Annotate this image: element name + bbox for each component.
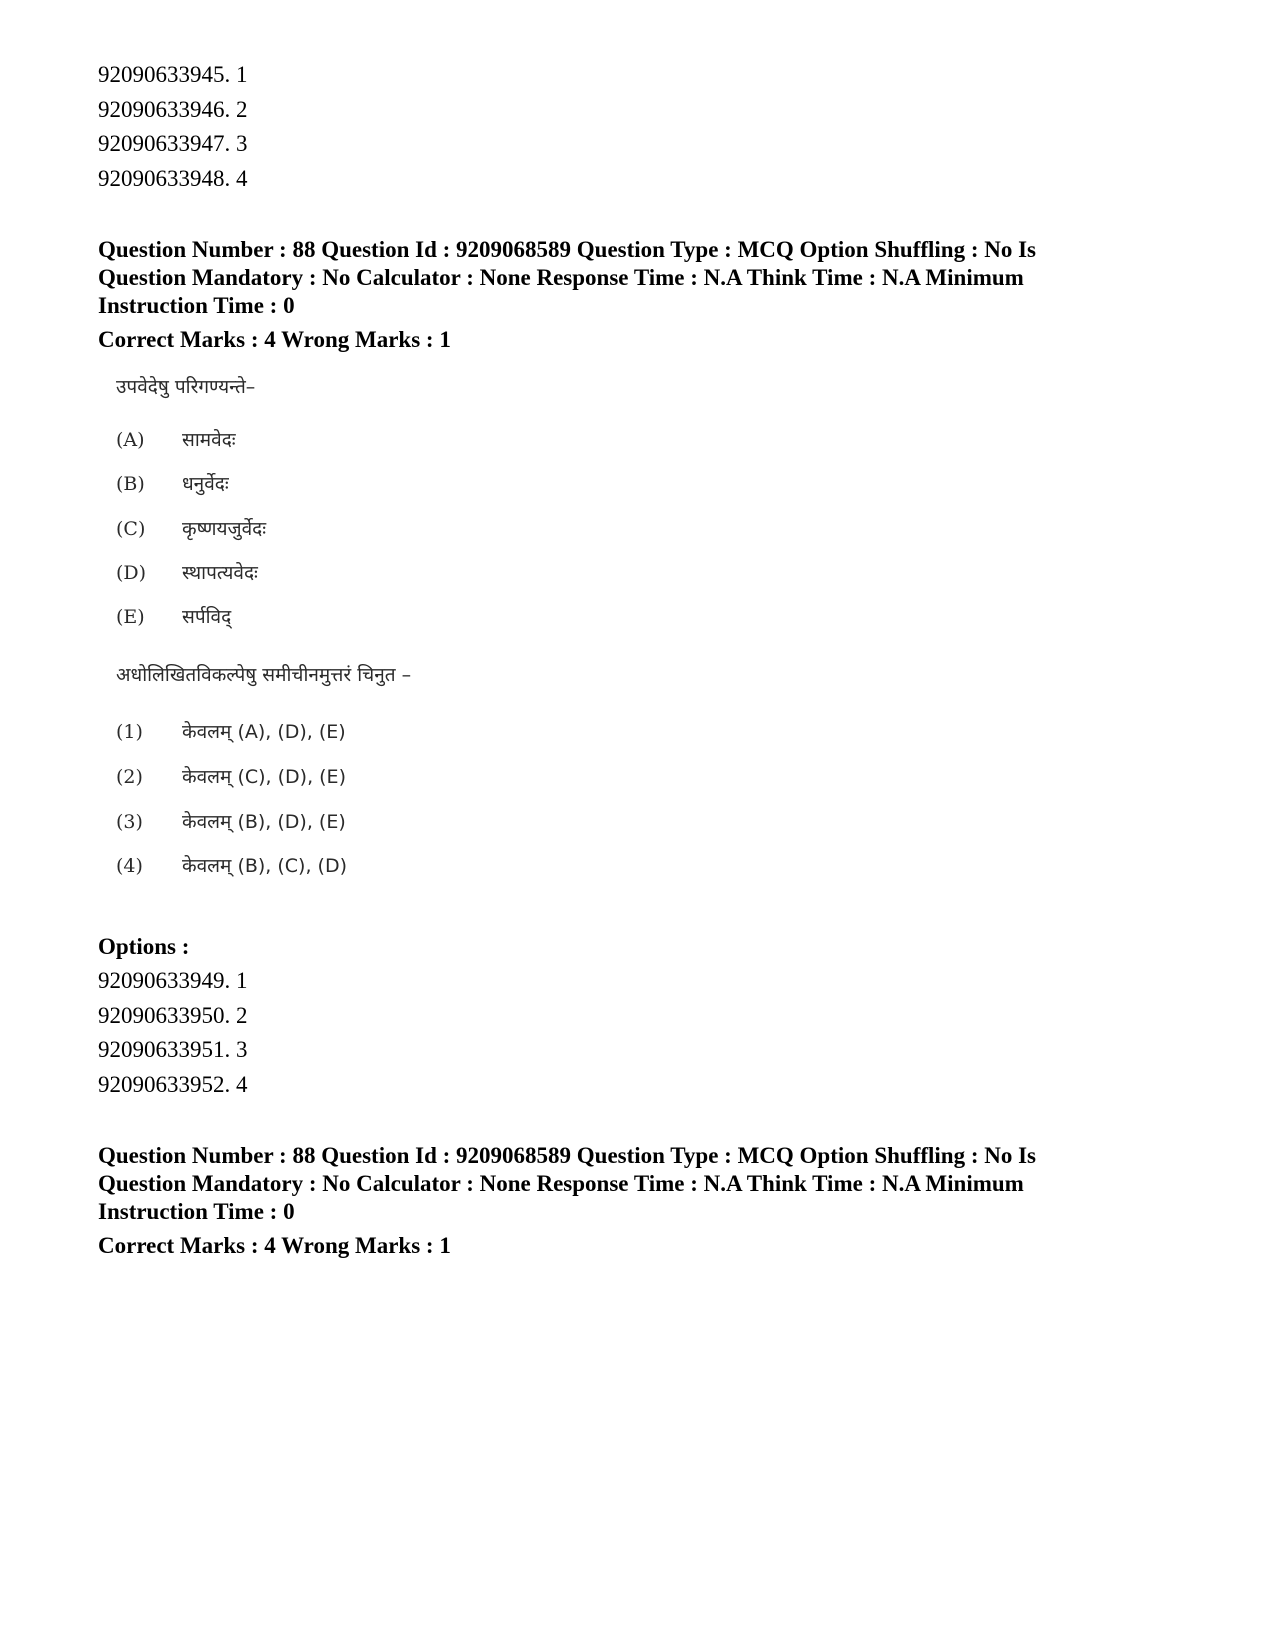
statement-text: स्थापत्यवेदः: [182, 562, 258, 584]
question-meta-line: Question Number : 88 Question Id : 9209068589 Question Type : MCQ Option Shuffling : No Is: [98, 1143, 1037, 1168]
question-meta-line: Question Number : 88 Question Id : 9209068589 Question Type : MCQ Option Shuffling : No Is: [98, 237, 1037, 262]
choice-item: [116, 718, 346, 746]
choice-item: [116, 852, 347, 880]
previous-options-list: [98, 58, 1188, 196]
spacer: [98, 1102, 1188, 1142]
choice-text: केवलम् (A), (D), (E): [182, 721, 346, 743]
choice-label: (2): [116, 766, 143, 788]
spacer: [98, 196, 1188, 236]
option-line: 92090633951. 3: [98, 1037, 248, 1062]
statement-item: [116, 426, 236, 454]
statement-label: (D): [116, 562, 147, 584]
options-heading: Options :: [98, 934, 190, 959]
option-line: 92090633949. 1: [98, 968, 248, 993]
question-meta-line: Instruction Time : 0: [98, 1199, 295, 1224]
choice-text: केवलम् (B), (C), (D): [182, 855, 348, 877]
question-meta-line: Instruction Time : 0: [98, 293, 295, 318]
question-meta: [98, 236, 1188, 320]
choice-item: [116, 763, 346, 791]
statement-label: (C): [116, 518, 146, 540]
question-marks: Correct Marks : 4 Wrong Marks : 1: [98, 327, 451, 352]
question-meta-line: Question Mandatory : No Calculator : None Response Time : N.A Think Time : N.A Minimum: [98, 265, 1024, 290]
question-instruction: अधोलिखितविकल्पेषु समीचीनमुत्तरं चिनुत –: [116, 664, 412, 686]
statement-text: सामवेदः: [182, 429, 236, 451]
choice-item: [116, 808, 346, 836]
option-line: 92090633946. 2: [98, 96, 248, 122]
choice-text: केवलम् (B), (D), (E): [182, 811, 346, 833]
question-block: [98, 236, 1188, 1102]
statement-text: धनुर्वेदः: [182, 473, 229, 495]
option-line: 92090633952. 4: [98, 1071, 248, 1097]
option-line: 92090633947. 3: [98, 131, 248, 156]
question-meta: [98, 1142, 1188, 1226]
option-line: 92090633945. 1: [98, 62, 248, 87]
question-stem: उपवेदेषु परिगण्यन्ते–: [116, 376, 256, 398]
statement-item: [116, 515, 266, 543]
question-marks: Correct Marks : 4 Wrong Marks : 1: [98, 1233, 451, 1258]
choice-text: केवलम् (C), (D), (E): [182, 766, 346, 788]
statement-label: (E): [116, 606, 145, 628]
choice-label: (3): [116, 811, 143, 833]
statement-label: (B): [116, 473, 145, 495]
option-line: 92090633950. 2: [98, 1002, 248, 1028]
question-image: [116, 368, 412, 912]
statement-item: [116, 603, 231, 631]
question-block: [98, 1142, 1188, 1260]
options-list: [98, 964, 1188, 1102]
statement-text: कृष्णयजुर्वेदः: [182, 518, 267, 540]
question-meta-line: Question Mandatory : No Calculator : None Response Time : N.A Think Time : N.A Minimum: [98, 1171, 1024, 1196]
statement-label: (A): [116, 429, 145, 451]
option-line: 92090633948. 4: [98, 165, 248, 191]
document-page: [98, 58, 1188, 1260]
statement-text: सर्पविद्: [182, 606, 232, 628]
choice-label: (4): [116, 855, 143, 877]
choice-label: (1): [116, 721, 143, 743]
statement-item: [116, 559, 258, 587]
statement-item: [116, 470, 229, 498]
